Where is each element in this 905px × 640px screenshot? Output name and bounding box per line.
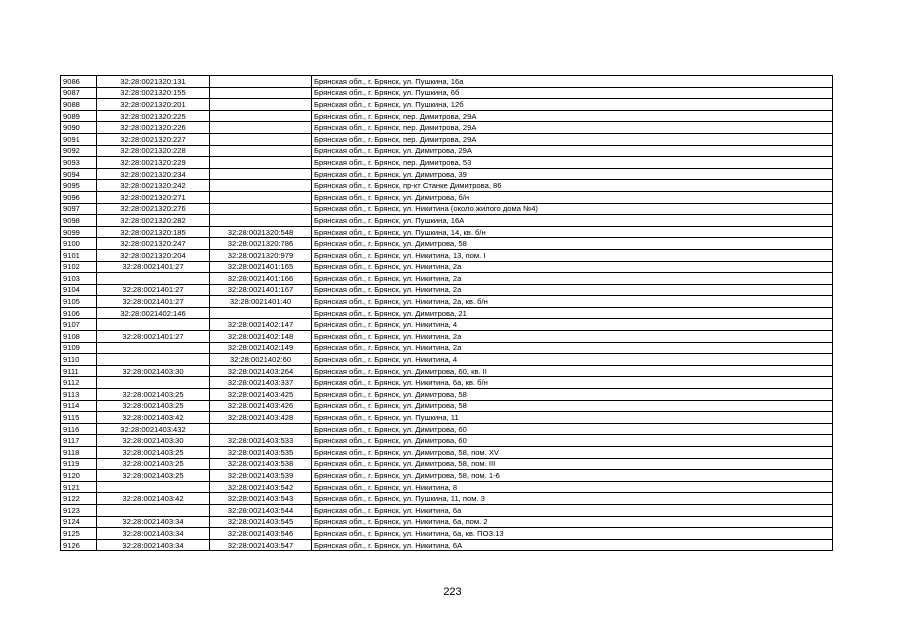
linked-cadastral-number-cell: 32:28:0021403:542 xyxy=(210,481,312,493)
row-number-cell: 9086 xyxy=(61,76,97,88)
address-cell: Брянская обл., г. Брянск, ул. Никитина, 4 xyxy=(312,319,833,331)
row-number-cell: 9119 xyxy=(61,458,97,470)
cadastral-number-cell xyxy=(97,504,210,516)
cadastral-number-cell: 32:28:0021401:27 xyxy=(97,296,210,308)
row-number-cell: 9123 xyxy=(61,504,97,516)
address-cell: Брянская обл., г. Брянск, ул. Никитина, 8 xyxy=(312,481,833,493)
address-cell: Брянская обл., г. Брянск, ул. Пушкина, 16а xyxy=(312,76,833,88)
linked-cadastral-number-cell xyxy=(210,157,312,169)
row-number-cell: 9107 xyxy=(61,319,97,331)
cadastral-number-cell: 32:28:0021320:247 xyxy=(97,238,210,250)
address-cell: Брянская обл., г. Брянск, ул. Никитина, 2а xyxy=(312,342,833,354)
linked-cadastral-number-cell xyxy=(210,191,312,203)
linked-cadastral-number-cell: 32:28:0021402:147 xyxy=(210,319,312,331)
address-cell: Брянская обл., г. Брянск, ул. Димитрова, 58 xyxy=(312,389,833,401)
table-row xyxy=(61,377,833,389)
row-number-cell: 9095 xyxy=(61,180,97,192)
cadastral-number-cell: 32:28:0021320:131 xyxy=(97,76,210,88)
linked-cadastral-number-cell: 32:28:0021403:425 xyxy=(210,389,312,401)
row-number-cell: 9111 xyxy=(61,365,97,377)
table-row xyxy=(61,516,833,528)
row-number-cell: 9098 xyxy=(61,215,97,227)
linked-cadastral-number-cell: 32:28:0021403:543 xyxy=(210,493,312,505)
address-cell: Брянская обл., г. Брянск, ул. Димитрова, 58 xyxy=(312,400,833,412)
cadastral-number-cell: 32:28:0021320:242 xyxy=(97,180,210,192)
address-cell: Брянская обл., г. Брянск, ул. Никитина, 6а xyxy=(312,504,833,516)
row-number-cell: 9102 xyxy=(61,261,97,273)
row-number-cell: 9106 xyxy=(61,307,97,319)
cadastral-number-cell: 32:28:0021320:271 xyxy=(97,191,210,203)
row-number-cell: 9117 xyxy=(61,435,97,447)
cadastral-number-cell: 32:28:0021320:155 xyxy=(97,87,210,99)
table-row xyxy=(61,539,833,551)
table-row xyxy=(61,296,833,308)
cadastral-number-cell xyxy=(97,377,210,389)
address-cell: Брянская обл., г. Брянск, пер. Димитрова, 53 xyxy=(312,157,833,169)
address-cell: Брянская обл., г. Брянск, ул. Пушкина, 14, кв. б/н xyxy=(312,226,833,238)
cadastral-number-cell: 32:28:0021320:234 xyxy=(97,168,210,180)
address-cell: Брянская обл., г. Брянск, ул. Никитина (около жилого дома №4) xyxy=(312,203,833,215)
table-row xyxy=(61,354,833,366)
address-cell: Брянская обл., г. Брянск, ул. Никитина, 6а, кв. б/н xyxy=(312,377,833,389)
address-cell: Брянская обл., г. Брянск, ул. Димитрова, 58, пом. 1-6 xyxy=(312,470,833,482)
row-number-cell: 9113 xyxy=(61,389,97,401)
row-number-cell: 9103 xyxy=(61,273,97,285)
row-number-cell: 9092 xyxy=(61,145,97,157)
page-number: 223 xyxy=(443,586,462,598)
table-row xyxy=(61,365,833,377)
table-row xyxy=(61,447,833,459)
linked-cadastral-number-cell xyxy=(210,168,312,180)
table-row xyxy=(61,342,833,354)
address-cell: Брянская обл., г. Брянск, ул. Димитрова, б/н xyxy=(312,191,833,203)
address-cell: Брянская обл., г. Брянск, ул. Никитина, 13, пом. I xyxy=(312,249,833,261)
cadastral-number-cell xyxy=(97,354,210,366)
cadastral-number-cell: 32:28:0021320:185 xyxy=(97,226,210,238)
row-number-cell: 9126 xyxy=(61,539,97,551)
linked-cadastral-number-cell: 32:28:0021402:149 xyxy=(210,342,312,354)
row-number-cell: 9108 xyxy=(61,331,97,343)
cadastral-number-cell: 32:28:0021403:42 xyxy=(97,493,210,505)
cadastral-number-cell: 32:28:0021320:282 xyxy=(97,215,210,227)
linked-cadastral-number-cell: 32:28:0021402:148 xyxy=(210,331,312,343)
row-number-cell: 9124 xyxy=(61,516,97,528)
table-row xyxy=(61,122,833,134)
linked-cadastral-number-cell: 32:28:0021403:544 xyxy=(210,504,312,516)
address-cell: Брянская обл., г. Брянск, ул. Никитина, 2а xyxy=(312,261,833,273)
address-cell: Брянская обл., г. Брянск, ул. Димитрова, 58 xyxy=(312,238,833,250)
row-number-cell: 9099 xyxy=(61,226,97,238)
cadastral-number-cell: 32:28:0021403:30 xyxy=(97,365,210,377)
cadastral-number-cell xyxy=(97,481,210,493)
linked-cadastral-number-cell: 32:28:0021403:535 xyxy=(210,447,312,459)
table-row xyxy=(61,400,833,412)
row-number-cell: 9125 xyxy=(61,528,97,540)
row-number-cell: 9096 xyxy=(61,191,97,203)
row-number-cell: 9116 xyxy=(61,423,97,435)
records-table-body xyxy=(61,76,833,551)
address-cell: Брянская обл., г. Брянск, ул. Никитина, 6а, кв. ПОЗ.13 xyxy=(312,528,833,540)
table-row xyxy=(61,76,833,88)
linked-cadastral-number-cell xyxy=(210,180,312,192)
address-cell: Брянская обл., г. Брянск, ул. Димитрова, 58, пом. III xyxy=(312,458,833,470)
table-row xyxy=(61,168,833,180)
row-number-cell: 9090 xyxy=(61,122,97,134)
cadastral-number-cell: 32:28:0021403:34 xyxy=(97,539,210,551)
table-row xyxy=(61,99,833,111)
table-row xyxy=(61,307,833,319)
table-row xyxy=(61,470,833,482)
address-cell: Брянская обл., г. Брянск, ул. Пушкина, 11 xyxy=(312,412,833,424)
row-number-cell: 9120 xyxy=(61,470,97,482)
cadastral-number-cell: 32:28:0021401:27 xyxy=(97,284,210,296)
linked-cadastral-number-cell xyxy=(210,122,312,134)
address-cell: Брянская обл., г. Брянск, ул. Димитрова, 60 xyxy=(312,423,833,435)
records-table xyxy=(60,75,833,551)
linked-cadastral-number-cell xyxy=(210,145,312,157)
address-cell: Брянская обл., г. Брянск, ул. Димитрова, 39 xyxy=(312,168,833,180)
cadastral-number-cell: 32:28:0021320:229 xyxy=(97,157,210,169)
address-cell: Брянская обл., г. Брянск, ул. Никитина, 6А xyxy=(312,539,833,551)
linked-cadastral-number-cell xyxy=(210,423,312,435)
table-row xyxy=(61,249,833,261)
row-number-cell: 9101 xyxy=(61,249,97,261)
row-number-cell: 9115 xyxy=(61,412,97,424)
cadastral-number-cell: 32:28:0021320:201 xyxy=(97,99,210,111)
row-number-cell: 9122 xyxy=(61,493,97,505)
linked-cadastral-number-cell: 32:28:0021403:538 xyxy=(210,458,312,470)
table-row xyxy=(61,273,833,285)
linked-cadastral-number-cell xyxy=(210,110,312,122)
row-number-cell: 9100 xyxy=(61,238,97,250)
cadastral-number-cell: 32:28:0021403:25 xyxy=(97,400,210,412)
address-cell: Брянская обл., г. Брянск, ул. Никитина, 2а xyxy=(312,284,833,296)
linked-cadastral-number-cell: 32:28:0021401:40 xyxy=(210,296,312,308)
linked-cadastral-number-cell: 32:28:0021403:547 xyxy=(210,539,312,551)
linked-cadastral-number-cell xyxy=(210,76,312,88)
linked-cadastral-number-cell: 32:28:0021403:539 xyxy=(210,470,312,482)
linked-cadastral-number-cell: 32:28:0021403:545 xyxy=(210,516,312,528)
linked-cadastral-number-cell: 32:28:0021401:167 xyxy=(210,284,312,296)
table-row xyxy=(61,191,833,203)
table-row xyxy=(61,215,833,227)
cadastral-number-cell xyxy=(97,342,210,354)
address-cell: Брянская обл., г. Брянск, ул. Пушкина, 16А xyxy=(312,215,833,227)
address-cell: Брянская обл., г. Брянск, пер. Димитрова, 29А xyxy=(312,110,833,122)
cadastral-number-cell: 32:28:0021320:276 xyxy=(97,203,210,215)
cadastral-number-cell: 32:28:0021401:27 xyxy=(97,331,210,343)
cadastral-number-cell: 32:28:0021320:204 xyxy=(97,249,210,261)
address-cell: Брянская обл., г. Брянск, ул. Пушкина, 11, пом. 3 xyxy=(312,493,833,505)
table-row xyxy=(61,504,833,516)
table-row xyxy=(61,481,833,493)
linked-cadastral-number-cell xyxy=(210,307,312,319)
cadastral-number-cell: 32:28:0021403:25 xyxy=(97,458,210,470)
linked-cadastral-number-cell xyxy=(210,99,312,111)
table-row xyxy=(61,423,833,435)
row-number-cell: 9104 xyxy=(61,284,97,296)
cadastral-number-cell: 32:28:0021401:27 xyxy=(97,261,210,273)
linked-cadastral-number-cell xyxy=(210,87,312,99)
address-cell: Брянская обл., г. Брянск, пр-кт Станке Димитрова, 86 xyxy=(312,180,833,192)
table-row xyxy=(61,180,833,192)
linked-cadastral-number-cell xyxy=(210,215,312,227)
row-number-cell: 9089 xyxy=(61,110,97,122)
cadastral-number-cell: 32:28:0021403:25 xyxy=(97,389,210,401)
row-number-cell: 9121 xyxy=(61,481,97,493)
address-cell: Брянская обл., г. Брянск, ул. Никитина, 6а, пом. 2 xyxy=(312,516,833,528)
row-number-cell: 9109 xyxy=(61,342,97,354)
table-row xyxy=(61,261,833,273)
linked-cadastral-number-cell: 32:28:0021402:60 xyxy=(210,354,312,366)
linked-cadastral-number-cell: 32:28:0021320:786 xyxy=(210,238,312,250)
address-cell: Брянская обл., г. Брянск, ул. Пушкина, 6б xyxy=(312,87,833,99)
linked-cadastral-number-cell: 32:28:0021320:979 xyxy=(210,249,312,261)
address-cell: Брянская обл., г. Брянск, пер. Димитрова, 29А xyxy=(312,122,833,134)
table-row xyxy=(61,110,833,122)
row-number-cell: 9091 xyxy=(61,133,97,145)
linked-cadastral-number-cell: 32:28:0021401:166 xyxy=(210,273,312,285)
row-number-cell: 9097 xyxy=(61,203,97,215)
row-number-cell: 9093 xyxy=(61,157,97,169)
address-cell: Брянская обл., г. Брянск, ул. Димитрова, 21 xyxy=(312,307,833,319)
address-cell: Брянская обл., г. Брянск, ул. Димитрова, 58, пом. XV xyxy=(312,447,833,459)
table-row xyxy=(61,493,833,505)
table-row xyxy=(61,319,833,331)
cadastral-number-cell: 32:28:0021320:227 xyxy=(97,133,210,145)
row-number-cell: 9094 xyxy=(61,168,97,180)
address-cell: Брянская обл., г. Брянск, ул. Никитина, 2а xyxy=(312,331,833,343)
table-row xyxy=(61,331,833,343)
table-row xyxy=(61,435,833,447)
address-cell: Брянская обл., г. Брянск, ул. Димитрова, 60 xyxy=(312,435,833,447)
address-cell: Брянская обл., г. Брянск, ул. Никитина, 2а, кв. б/н xyxy=(312,296,833,308)
table-row xyxy=(61,412,833,424)
address-cell: Брянская обл., г. Брянск, ул. Никитина, 2а xyxy=(312,273,833,285)
row-number-cell: 9110 xyxy=(61,354,97,366)
table-row xyxy=(61,226,833,238)
cadastral-number-cell: 32:28:0021320:228 xyxy=(97,145,210,157)
row-number-cell: 9118 xyxy=(61,447,97,459)
cadastral-number-cell: 32:28:0021403:25 xyxy=(97,447,210,459)
cadastral-number-cell: 32:28:0021403:30 xyxy=(97,435,210,447)
cadastral-number-cell: 32:28:0021403:34 xyxy=(97,528,210,540)
linked-cadastral-number-cell xyxy=(210,133,312,145)
linked-cadastral-number-cell: 32:28:0021403:264 xyxy=(210,365,312,377)
cadastral-number-cell xyxy=(97,319,210,331)
address-cell: Брянская обл., г. Брянск, ул. Димитрова, 29А xyxy=(312,145,833,157)
table-row xyxy=(61,157,833,169)
cadastral-number-cell: 32:28:0021403:34 xyxy=(97,516,210,528)
cadastral-number-cell: 32:28:0021402:146 xyxy=(97,307,210,319)
cadastral-number-cell: 32:28:0021320:225 xyxy=(97,110,210,122)
row-number-cell: 9088 xyxy=(61,99,97,111)
table-row xyxy=(61,458,833,470)
linked-cadastral-number-cell: 32:28:0021403:546 xyxy=(210,528,312,540)
linked-cadastral-number-cell xyxy=(210,203,312,215)
table-row xyxy=(61,87,833,99)
linked-cadastral-number-cell: 32:28:0021403:533 xyxy=(210,435,312,447)
table-row xyxy=(61,145,833,157)
cadastral-number-cell: 32:28:0021403:42 xyxy=(97,412,210,424)
linked-cadastral-number-cell: 32:28:0021320:548 xyxy=(210,226,312,238)
table-row xyxy=(61,133,833,145)
cadastral-number-cell: 32:28:0021403:432 xyxy=(97,423,210,435)
cadastral-number-cell: 32:28:0021320:226 xyxy=(97,122,210,134)
table-row xyxy=(61,203,833,215)
address-cell: Брянская обл., г. Брянск, ул. Димитрова, 60, кв. II xyxy=(312,365,833,377)
cadastral-number-cell xyxy=(97,273,210,285)
table-row xyxy=(61,238,833,250)
linked-cadastral-number-cell: 32:28:0021401:165 xyxy=(210,261,312,273)
row-number-cell: 9087 xyxy=(61,87,97,99)
table-row xyxy=(61,284,833,296)
table-row xyxy=(61,389,833,401)
row-number-cell: 9112 xyxy=(61,377,97,389)
table-row xyxy=(61,528,833,540)
linked-cadastral-number-cell: 32:28:0021403:428 xyxy=(210,412,312,424)
row-number-cell: 9105 xyxy=(61,296,97,308)
cadastral-number-cell: 32:28:0021403:25 xyxy=(97,470,210,482)
address-cell: Брянская обл., г. Брянск, ул. Никитина, 4 xyxy=(312,354,833,366)
address-cell: Брянская обл., г. Брянск, ул. Пушкина, 12б xyxy=(312,99,833,111)
row-number-cell: 9114 xyxy=(61,400,97,412)
linked-cadastral-number-cell: 32:28:0021403:337 xyxy=(210,377,312,389)
address-cell: Брянская обл., г. Брянск, пер. Димитрова, 29А xyxy=(312,133,833,145)
linked-cadastral-number-cell: 32:28:0021403:426 xyxy=(210,400,312,412)
